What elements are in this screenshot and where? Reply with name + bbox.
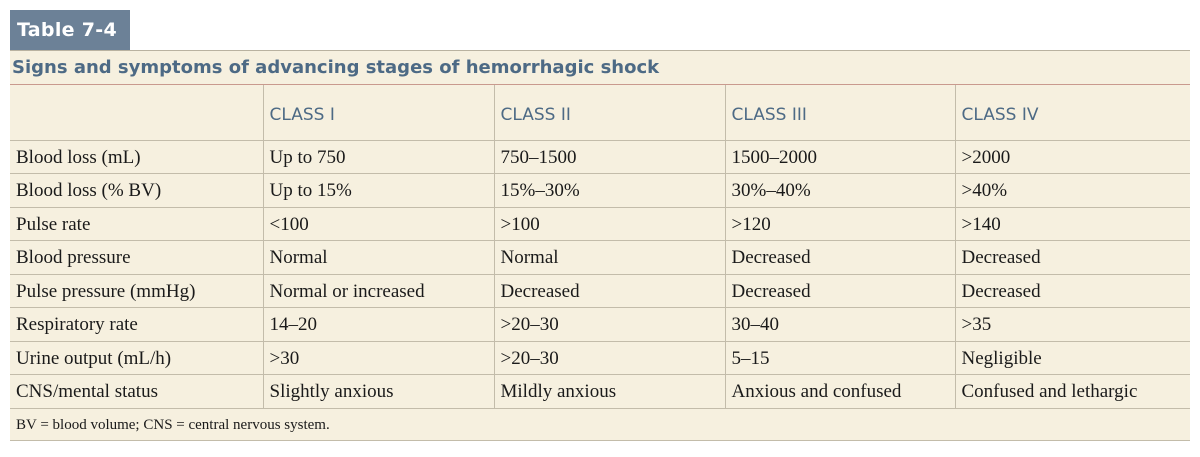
table-cell: >140 — [955, 207, 1190, 241]
table-cell: 15%–30% — [494, 174, 725, 208]
table-cell: >2000 — [955, 140, 1190, 174]
table-row — [10, 308, 1190, 342]
header-class-iv: CLASS IV — [955, 85, 1190, 140]
table-cell: Negligible — [955, 341, 1190, 375]
table-row — [10, 174, 1190, 208]
row-label: Blood loss (mL) — [10, 140, 263, 174]
table-cell: Confused and lethargic — [955, 375, 1190, 409]
table-row — [10, 241, 1190, 275]
table-cell: Anxious and confused — [725, 375, 955, 409]
table-cell: >120 — [725, 207, 955, 241]
table-cell: 1500–2000 — [725, 140, 955, 174]
table-cell: >30 — [263, 341, 494, 375]
row-label: Blood pressure — [10, 241, 263, 275]
table-cell: Mildly anxious — [494, 375, 725, 409]
table-cell: Decreased — [725, 274, 955, 308]
table-cell: Slightly anxious — [263, 375, 494, 409]
row-label: Pulse rate — [10, 207, 263, 241]
shock-stages-table — [10, 85, 1190, 441]
table-cell: <100 — [263, 207, 494, 241]
table-title: Signs and symptoms of advancing stages of hemorrhagic shock — [12, 57, 660, 78]
header-class-ii: CLASS II — [494, 85, 725, 140]
table-cell: 5–15 — [725, 341, 955, 375]
table-cell: 30–40 — [725, 308, 955, 342]
row-label: Blood loss (% BV) — [10, 174, 263, 208]
header-cell-empty — [10, 85, 263, 140]
table-cell: Decreased — [494, 274, 725, 308]
table-cell: Normal — [494, 241, 725, 275]
table-row — [10, 140, 1190, 174]
table-cell: Up to 15% — [263, 174, 494, 208]
table-cell: 14–20 — [263, 308, 494, 342]
table-cell: Decreased — [725, 241, 955, 275]
table-row — [10, 207, 1190, 241]
table-label: Table 7-4 — [10, 10, 130, 50]
table-row — [10, 341, 1190, 375]
table-cell: >100 — [494, 207, 725, 241]
table-header-row — [10, 85, 1190, 140]
table-row — [10, 274, 1190, 308]
table-footnote: BV = blood volume; CNS = central nervous system. — [10, 408, 1190, 440]
row-label: Urine output (mL/h) — [10, 341, 263, 375]
table-row — [10, 375, 1190, 409]
table-cell: Up to 750 — [263, 140, 494, 174]
table-cell: >35 — [955, 308, 1190, 342]
header-class-iii: CLASS III — [725, 85, 955, 140]
row-label: Respiratory rate — [10, 308, 263, 342]
table-cell: 30%–40% — [725, 174, 955, 208]
table-cell: 750–1500 — [494, 140, 725, 174]
footnote-row — [10, 408, 1190, 440]
table-cell: Decreased — [955, 241, 1190, 275]
table-cell: Decreased — [955, 274, 1190, 308]
table-title-bar — [10, 50, 1190, 84]
table-cell: >20–30 — [494, 308, 725, 342]
row-label: CNS/mental status — [10, 375, 263, 409]
table-cell: >40% — [955, 174, 1190, 208]
table-cell: >20–30 — [494, 341, 725, 375]
header-class-i: CLASS I — [263, 85, 494, 140]
table-cell: Normal or increased — [263, 274, 494, 308]
table-cell: Normal — [263, 241, 494, 275]
row-label: Pulse pressure (mmHg) — [10, 274, 263, 308]
